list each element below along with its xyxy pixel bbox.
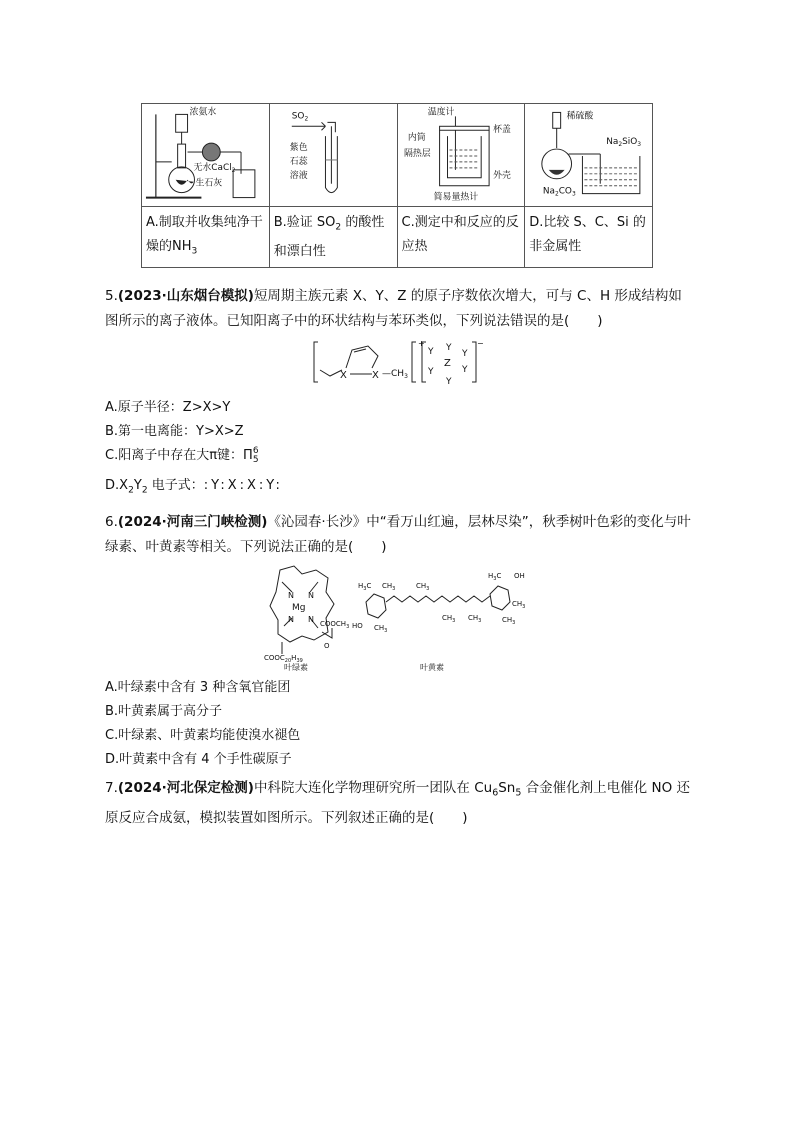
chlorophyll-n3: N — [288, 615, 294, 624]
lutein-ch3-7: $CH_3$ — [502, 616, 516, 626]
struct5-y3: Y — [462, 349, 468, 359]
struct5-y6: Y — [446, 377, 452, 387]
question-6-option-a[interactable]: A.叶绿素中含有 3 种含氧官能团 — [105, 680, 291, 695]
lutein-ho: HO — [352, 622, 363, 630]
struct5-z: Z — [444, 358, 451, 369]
lutein-ch3-5: $CH_3$ — [468, 614, 482, 624]
chlorophyll-n2: N — [308, 591, 314, 600]
question-7-stem: 7.(2024·河北保定检测)中科院大连化学物理研究所一团队在 $Cu_6Sn_5$ 合金催化剂上电催化 NO 还原反应合成氨，模拟装置如图所示。下列叙述正确的是( ) — [105, 780, 690, 826]
question-5-ionic-liquid-structure — [312, 338, 482, 388]
chlorophyll-label: 叶绿素 — [284, 663, 308, 672]
apparatus-b-cell — [269, 104, 397, 207]
apparatus-c-cell — [397, 104, 525, 207]
apparatus-c-caption: C.测定中和反应的反应热 — [397, 207, 525, 268]
apparatus-b-label-litmus: 石蕊 — [289, 156, 308, 167]
lutein-ch3-6: $CH_3$ — [512, 600, 526, 610]
lutein-ch3-3: $CH_3$ — [374, 624, 388, 634]
apparatus-c-label-inner: 内筒 — [407, 133, 426, 144]
struct5-y5: Y — [462, 365, 468, 375]
apparatus-b-diagram — [270, 104, 397, 206]
question-5-source: (2023·山东烟台模拟) — [117, 288, 254, 304]
lutein-ch3-1: $CH_3$ — [382, 582, 396, 592]
apparatus-a-label-ammonia: 浓氨水 — [189, 107, 217, 118]
apparatus-b-label-solution: 溶液 — [289, 170, 308, 181]
apparatus-a-cell — [142, 104, 270, 207]
apparatus-b-label-so2: $SO_2$ — [291, 111, 308, 123]
chlorophyll-oxygen: O — [324, 642, 330, 650]
apparatus-c-label-shell: 外壳 — [492, 170, 511, 181]
question-5-number: 5. — [105, 288, 118, 304]
chlorophyll-cooch3: $COOCH_3$ — [320, 620, 350, 630]
chlorophyll-ester: $COOC_{20}H_{39}$ — [264, 654, 303, 664]
apparatus-d-label-na2sio3: $Na_2SiO_3$ — [606, 137, 642, 149]
question-5-option-c[interactable]: C.阳离子中存在大π键：Π6 5 — [105, 445, 259, 465]
apparatus-d-label-h2so4: 稀硫酸 — [566, 111, 594, 122]
lutein-h3c-left: $H_3C$ — [358, 582, 372, 592]
apparatus-c-label-lid: 杯盖 — [492, 125, 511, 136]
struct5-x-right: X — [372, 370, 379, 381]
question-6-option-d[interactable]: D.叶黄素中含有 4 个手性碳原子 — [105, 752, 292, 767]
lutein-ch3-2: $CH_3$ — [416, 582, 430, 592]
struct5-methyl: $—CH_3$ — [382, 369, 408, 380]
question-5-option-b[interactable]: B.第一电离能：Y>X>Z — [105, 424, 244, 439]
struct5-y1: Y — [428, 347, 434, 357]
apparatus-d-label-na2co3: $Na_2CO_3$ — [543, 186, 576, 198]
apparatus-c-label-calorimeter: 简易量热计 — [433, 192, 478, 203]
struct5-plus-charge: + — [418, 339, 425, 348]
apparatus-b-caption: B.验证 $SO_2$ 的酸性和漂白性 — [269, 207, 397, 268]
question-5-option-d[interactable]: $D.X_2Y_2$ 电子式：:Y:X:X:Y: — [105, 478, 283, 496]
lutein-oh: OH — [514, 572, 525, 580]
lutein-ch3-4: $CH_3$ — [442, 614, 456, 624]
apparatus-d-cell — [525, 104, 653, 207]
question-7-number: 7. — [105, 780, 118, 796]
apparatus-table — [141, 103, 653, 268]
lutein-h3c-right: $H_3C$ — [488, 572, 502, 582]
struct5-minus-charge: − — [477, 339, 484, 348]
apparatus-d-caption: D.比较 S、C、Si 的非金属性 — [525, 207, 653, 268]
struct5-y4: Y — [428, 367, 434, 377]
chlorophyll-n4: N — [308, 615, 314, 624]
apparatus-a-diagram — [142, 104, 269, 206]
question-7-source: (2024·河北保定检测) — [117, 780, 254, 796]
question-6-text: 《沁园春·长沙》中“看万山红遍，层林尽染”，秋季树叶色彩的变化与叶绿素、叶黄素等相关。下列说法正确的是( — [105, 514, 691, 555]
question-5-text: 短周期主族元素 X、Y、Z 的原子序数依次增大，可与 C、H 形成结构如图所示的离子液体。已知阳离子中的环状结构与苯环类似，下列说法错误的是( — [105, 288, 682, 329]
struct5-x-left: X — [340, 370, 347, 381]
question-5-stem: 5.(2023·山东烟台模拟)短周期主族元素 X、Y、Z 的原子序数依次增大，可与 C、H 形成结构如图所示的离子液体。已知阳离子中的环状结构与苯环类似，下列说法错误的是( ) — [105, 288, 682, 329]
chlorophyll-mg: Mg — [292, 603, 306, 613]
question-6-number: 6. — [105, 514, 118, 530]
electron-dot-formula: :Y:X:X:Y: — [203, 478, 283, 493]
apparatus-a-caption: A.制取并收集纯净干燥的$NH_3$ — [142, 207, 270, 268]
chlorophyll-n1: N — [288, 591, 294, 600]
question-6-option-b[interactable]: B.叶黄素属于高分子 — [105, 704, 223, 719]
question-5-option-a[interactable]: A.原子半径：Z>X>Y — [105, 400, 231, 415]
apparatus-a-label-cacl2: 无水CaCl$_2$ — [193, 162, 236, 174]
apparatus-a-label-quicklime: 生石灰 — [195, 178, 223, 189]
question-6-pigment-structures — [262, 562, 532, 670]
apparatus-b-label-purple: 紫色 — [289, 143, 308, 154]
question-6-stem: 6.(2024·河南三门峡检测)《沁园春·长沙》中“看万山红遍，层林尽染”，秋季树叶色彩的变化与叶绿素、叶黄素等相关。下列说法正确的是( ) — [105, 514, 691, 555]
apparatus-c-label-thermometer: 温度计 — [427, 107, 454, 118]
struct5-y2: Y — [446, 343, 452, 353]
lutein-label: 叶黄素 — [420, 663, 444, 672]
question-6-option-c[interactable]: C.叶绿素、叶黄素均能使溴水褪色 — [105, 728, 301, 743]
apparatus-d-diagram — [525, 104, 652, 206]
apparatus-c-label-insulation: 隔热层 — [403, 148, 431, 159]
apparatus-c-diagram — [398, 104, 525, 206]
question-6-source: (2024·河南三门峡检测) — [117, 514, 268, 530]
